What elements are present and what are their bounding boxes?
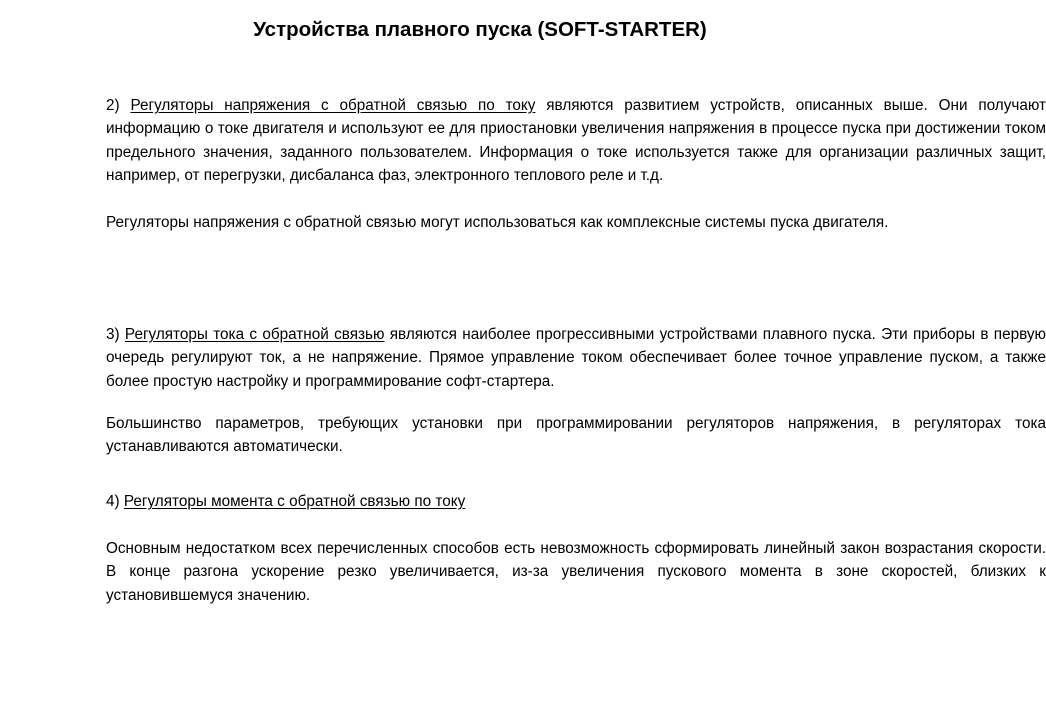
section-4-text: Основным недостатком всех перечисленных способов есть невозможность сформировать линейный закон возрастания скорости. В конце разгона ускорение резко увеличивается, из-за увеличения пускового момента в зоне скоростей, близких к установившемуся значению. [106,540,1046,604]
section-2-paragraph [9,94,1046,187]
section-2-text: являются развитием устройств, описанных выше. Они получают информацию о токе двигателя и используют ее для приостановки увеличения напряжения в процессе пуска при достижении током предельного значения, заданного пользователем. Информация о токе используется также для организации различных защит, например, от перегрузки, дисбаланса фаз, электронного теплового реле и т.д. [106,97,1046,184]
section-4-paragraph [9,537,1046,607]
section-4-heading: Регуляторы момента с обратной связью по току [123,493,466,510]
section-3-paragraph-2 [9,412,1046,459]
section-2-paragraph-2 [9,211,1046,234]
section-3-paragraph [9,323,1046,393]
section-2-heading: Регуляторы напряжения с обратной связью по току [130,97,536,114]
section-3-text-2: Большинство параметров, требующих установки при программировании регуляторов напряжения, в регуляторах тока устанавливаются автоматически. [106,415,1046,456]
page-title: Устройства плавного пуска (SOFT-STARTER) [253,18,707,41]
section-3-heading: Регуляторы тока с обратной связью [124,326,385,343]
section-3-text: являются наиболее прогрессивными устройствами плавного пуска. Эти приборы в первую очередь регулируют ток, а не напряжение. Прямое управление током обеспечивает более точное управление пуском, а также более простую настройку и программирование софт-стартера. [106,326,1046,390]
section-4-number: 4) [106,493,120,510]
section-2-number: 2) [106,97,120,114]
section-4-heading-line [9,490,1046,513]
section-3-number: 3) [106,326,120,343]
section-2-text-2: Регуляторы напряжения с обратной связью могут использоваться как комплексные системы пуска двигателя. [106,214,889,231]
